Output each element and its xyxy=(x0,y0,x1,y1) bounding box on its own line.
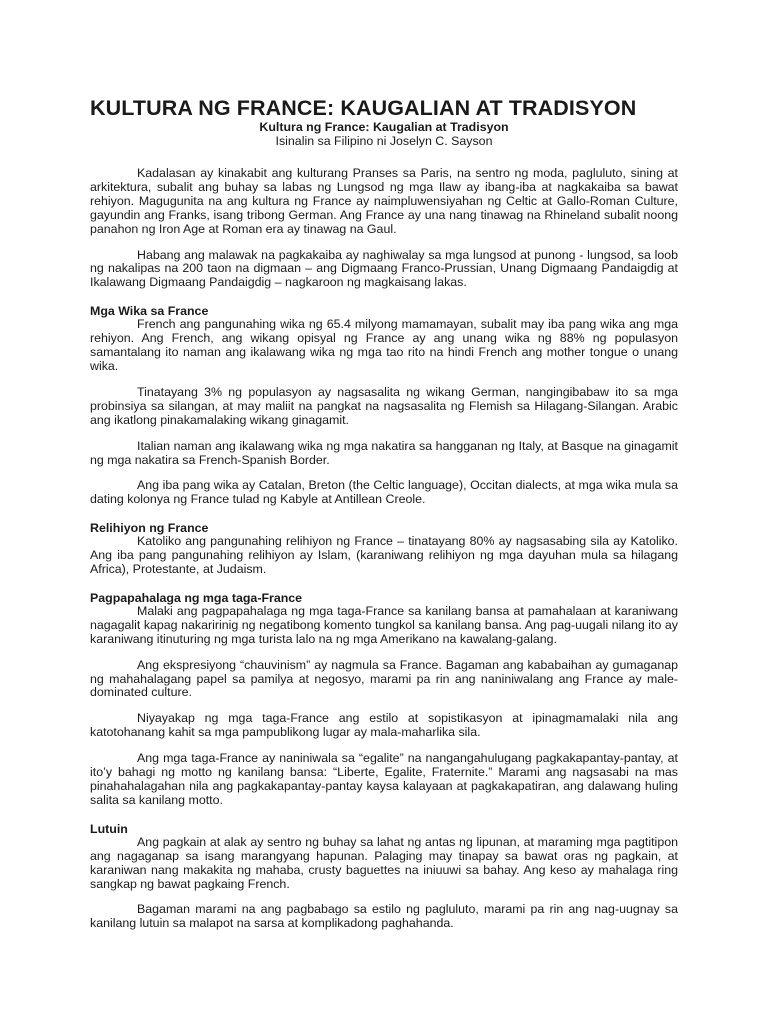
section-paragraph: Tinatayang 3% ng populasyon ay nagsasalita ng wikang German, nangingibabaw ito sa mga probinsiya sa silangan, at may maliit na pangkat na nagsasalita ng Flemish sa Hilagang-Silangan. Arabic ang ikatlong pinakamalaking wikang ginagamit. xyxy=(90,384,678,427)
section-paragraph: Italian naman ang ikalawang wika ng mga nakatira sa hangganan ng Italy, at Basque na ginagamit ng mga nakatira sa French-Spanish Border. xyxy=(90,438,678,467)
section-paragraph: Katoliko ang pangunahing relihiyon ng France – tinatayang 80% ay nagsasabing sila ay Katoliko. Ang iba pang pangunahing relihiyon ay Islam, (karaniwang relihiyon ng mga dayuhan mula sa hilagang Africa), Protestante, at Judaism. xyxy=(90,534,678,577)
section-paragraph: French ang pangunahing wika ng 65.4 milyong mamamayan, subalit may iba pang wika ang mga rehiyon. Ang French, ang wikang opisyal ng France ay ang unang wika ng 88% ng populasyon samantalang ito naman ang ikalawang wika ng mga tao rito na hindi French ang mother tongue o unang wika. xyxy=(90,317,678,373)
document-page xyxy=(90,96,678,943)
section-paragraph: Niyayakap ng mga taga-France ang estilo at sopistikasyon at ipinagmamalaki nila ang katotohanang kahit sa mga pampublikong lugar ay mala-maharlika sila. xyxy=(90,711,678,740)
section-heading: Lutuin xyxy=(90,821,128,836)
section-paragraph: Ang mga taga-France ay naniniwala sa “egalite” na nangangahulugang pagkakapantay-pantay, at ito’y bahagi ng motto ng kanilang bansa: “Liberte, Egalite, Fraternite.” Marami ang nagsasabi na mas pinahahalagahan nila ang pagkakapantay-pantay kaysa kalayaan at pagkakapatiran, ang dalawang huling salita sa kanilang motto. xyxy=(90,751,678,807)
intro-paragraph: Kadalasan ay kinakabit ang kulturang Pranses sa Paris, na sentro ng moda, pagluluto, sining at arkitektura, subalit ang buhay sa labas ng Lungsod ng mga Ilaw ay ibang-iba at nagkakaiba sa bawat rehiyon. Magugunita na ang kultura ng France ay naimpluwensiyahan ng Celtic at Gallo-Roman Culture, gayundin ang Franks, isang tribong German. Ang France ay una nang tinawag na Rhineland subalit noong panahon ng Iron Age at Roman era ay tinawag na Gaul. xyxy=(90,166,678,236)
section-heading: Relihiyon ng France xyxy=(90,521,209,536)
intro-paragraph: Habang ang malawak na pagkakaiba ay naghiwalay sa mga lungsod at punong - lungsod, sa loob ng nakalipas na 200 taon na digmaan – ang Digmaang Franco-Prussian, Unang Digmaang Pandaigdig at Ikalawang Digmaang Pandaigdig – nagkaroon ng magkaisang lakas. xyxy=(90,247,678,290)
section-religion xyxy=(90,521,678,577)
document-title: KULTURA NG FRANCE: KAUGALIAN AT TRADISYON xyxy=(90,96,637,120)
section-values xyxy=(90,591,678,808)
section-paragraph: Ang ekspresiyong “chauvinism” ay nagmula sa France. Bagaman ang kababaihan ay gumaganap ng mahahalagang papel sa pamilya at negosyo, marami pa rin ang naniniwalang ang France ay male-dominated culture. xyxy=(90,657,678,700)
section-paragraph: Bagaman marami na ang pagbabago sa estilo ng pagluluto, marami pa rin ang nag-uugnay sa kanilang lutuin sa malapot na sarsa at komplikadong paghahanda. xyxy=(90,902,678,931)
section-paragraph: Ang iba pang wika ay Catalan, Breton (the Celtic language), Occitan dialects, at mga wika mula sa dating kolonya ng France tulad ng Kabyle at Antillean Creole. xyxy=(90,478,678,507)
document-subtitle: Kultura ng France: Kaugalian at Tradisyon xyxy=(259,120,509,134)
section-paragraph: Malaki ang pagpapahalaga ng mga taga-France sa kanilang bansa at pamahalaan at karaniwang nagagalit kapag nakaririnig ng negatibong komento tungkol sa kanilang bansa. Ang pag-uugali nilang ito ay karaniwang itinuturing ng mga turista lalo na ng mga Amerikano na kawalang-galang. xyxy=(90,603,678,646)
section-cuisine xyxy=(90,822,678,931)
section-paragraph: Ang pagkain at alak ay sentro ng buhay sa lahat ng antas ng lipunan, at maraming mga pagtitipon ang nagaganap sa isang marangyang hapunan. Palaging may tinapay sa bawat oras ng pagkain, at karaniwan nang makakita ng mahaba, crusty baguettes na iniuuwi sa bahay. Ang keso ay mahalaga ring sangkap ng bawat pagkaing French. xyxy=(90,834,678,891)
section-languages xyxy=(90,304,678,507)
section-heading: Mga Wika sa France xyxy=(90,304,209,319)
section-heading: Pagpapahalaga ng mga taga-France xyxy=(90,590,303,605)
translator-byline: Isinalin sa Filipino ni Joselyn C. Sayson xyxy=(275,134,493,148)
